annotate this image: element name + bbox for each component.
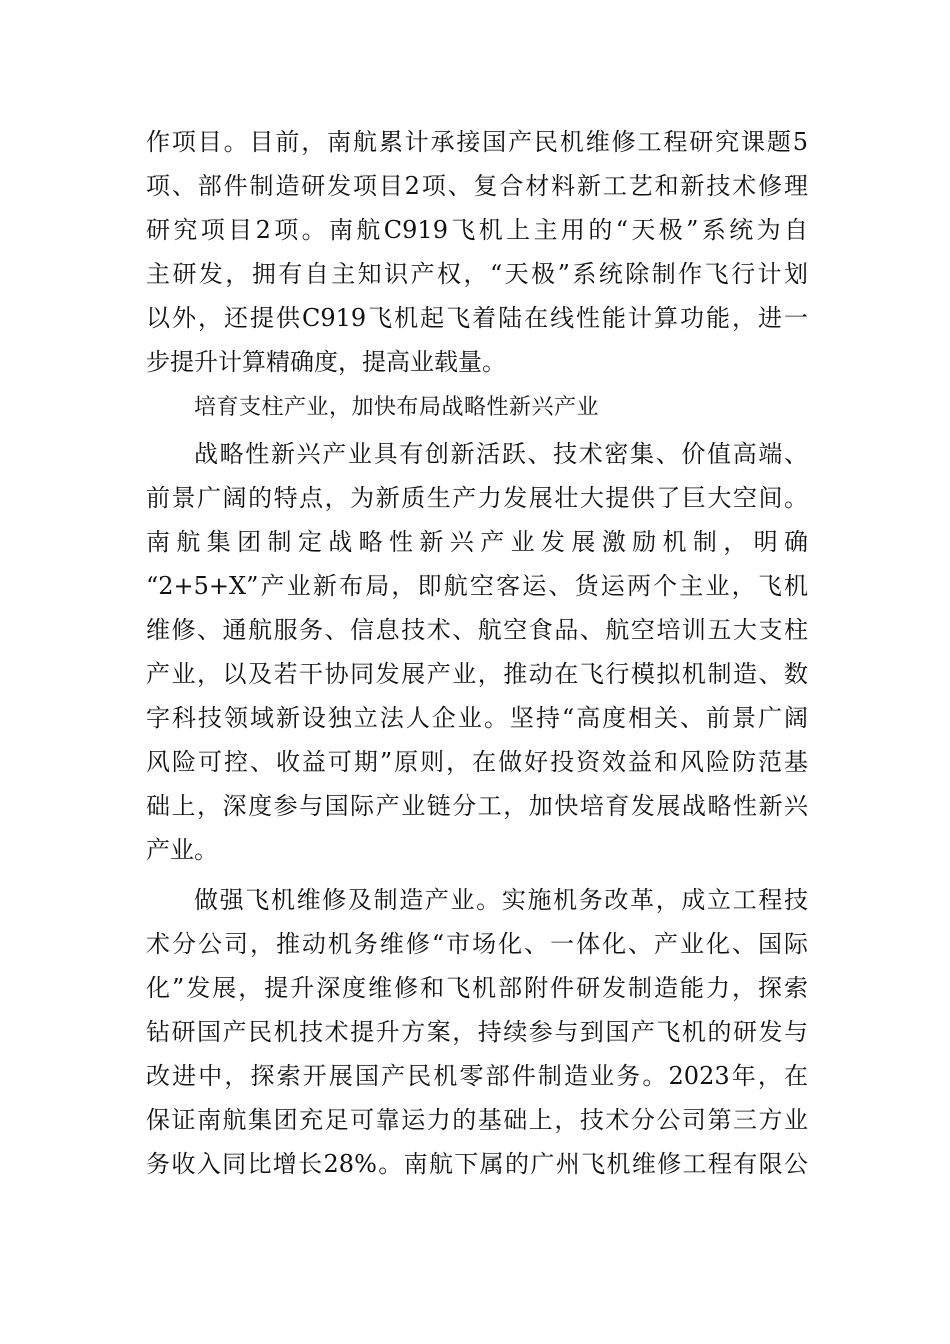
paragraph-line: 研究项目2项。南航C919飞机上主用的“天极”系统为自 (146, 216, 808, 244)
paragraph-line: 产业。 (146, 836, 218, 864)
paragraph-line: 项、部件制造研发项目2项、复合材料新工艺和新技术修理 (146, 172, 808, 200)
paragraph-line: 作项目。目前，南航累计承接国产民机维修工程研究课题5 (146, 128, 808, 156)
paragraph-line: 以外，还提供C919飞机起飞着陆在线性能计算功能，进一 (146, 304, 808, 332)
paragraph-line: 化”发展，提升深度维修和飞机部附件研发制造能力，探索 (146, 974, 808, 1002)
paragraph-line: 术分公司，推动机务维修“市场化、一体化、产业化、国际 (146, 930, 808, 958)
paragraph-line: 维修、通航服务、信息技术、航空食品、航空培训五大支柱 (146, 616, 808, 644)
paragraph-line: “2+5+X”产业新布局，即航空客运、货运两个主业，飞机 (146, 572, 808, 600)
paragraph-line: 产业，以及若干协同发展产业，推动在飞行模拟机制造、数 (146, 660, 808, 688)
paragraph-line: 钻研国产民机技术提升方案，持续参与到国产飞机的研发与 (146, 1018, 808, 1046)
paragraph-line: 主研发，拥有自主知识产权，“天极”系统除制作飞行计划 (146, 260, 808, 288)
paragraph-line: 保证南航集团充足可靠运力的基础上，技术分公司第三方业 (146, 1106, 808, 1134)
paragraph-line: 前景广阔的特点，为新质生产力发展壮大提供了巨大空间。 (146, 484, 808, 512)
paragraph-line: 步提升计算精确度，提高业载量。 (146, 348, 506, 376)
paragraph-line: 务收入同比增长28%。南航下属的广州飞机维修工程有限公 (146, 1150, 808, 1178)
paragraph-line: 南航集团制定战略性新兴产业发展激励机制，明确 (146, 528, 808, 556)
paragraph-line: 字科技领域新设独立法人企业。坚持“高度相关、前景广阔 (146, 704, 808, 732)
section-heading: 培育支柱产业，加快布局战略性新兴产业 (194, 395, 600, 420)
paragraph-line: 础上，深度参与国际产业链分工，加快培育发展战略性新兴 (146, 792, 808, 820)
paragraph-line: 战略性新兴产业具有创新活跃、技术密集、价值高端、 (194, 440, 808, 468)
paragraph-line: 做强飞机维修及制造产业。实施机务改革，成立工程技 (194, 886, 808, 914)
paragraph-line: 改进中，探索开展国产民机零部件制造业务。2023年，在 (146, 1062, 808, 1090)
paragraph-line: 风险可控、收益可期”原则，在做好投资效益和风险防范基 (146, 748, 808, 776)
